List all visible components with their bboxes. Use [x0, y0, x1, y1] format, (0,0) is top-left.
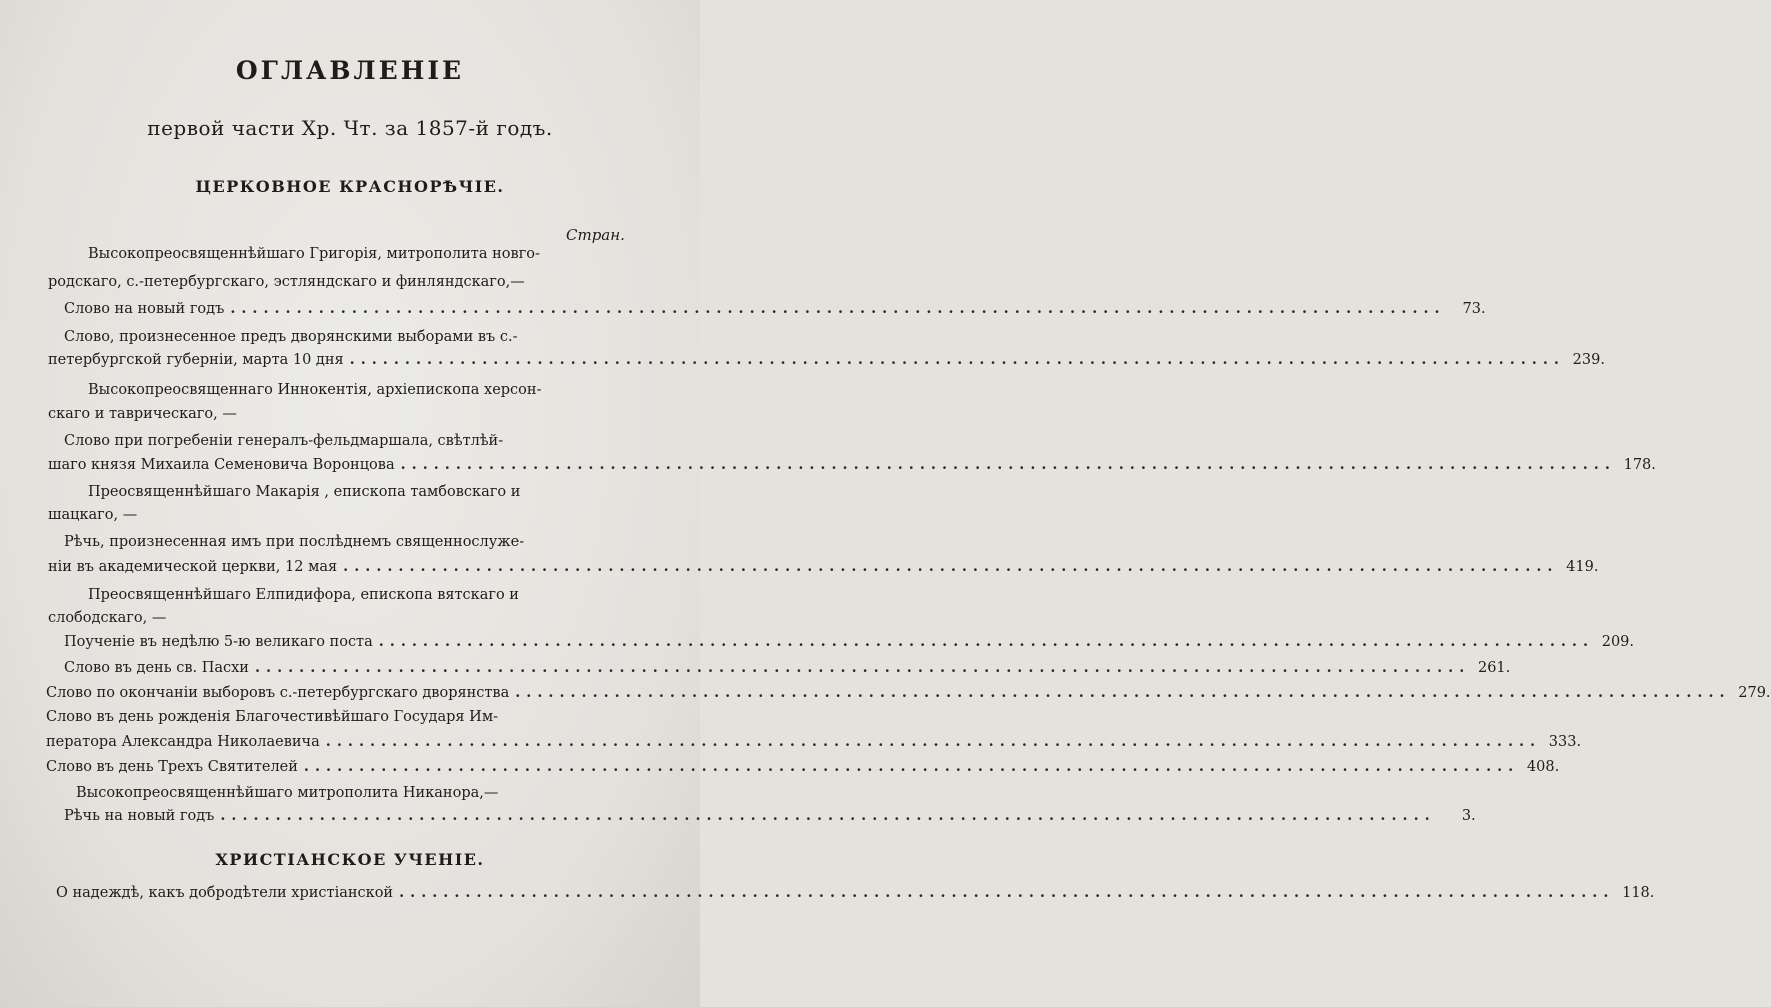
toc-entry-title: О надеждѣ, какъ добродѣтели христіанской: [56, 885, 394, 901]
pages-column-label: Стран.: [566, 226, 625, 244]
toc-line: скаго и таврическаго, —: [48, 406, 237, 422]
toc-entry-title: шаго князя Михаила Семеновича Воронцова: [48, 457, 395, 473]
toc-entry-title: Слово на новый годъ: [64, 301, 225, 317]
leader-dots: ..............................................................................................................: [230, 300, 1446, 317]
toc-entry[interactable]: [64, 298, 1486, 320]
toc-line: слободскаго, —: [48, 610, 167, 626]
leader-dots: ..............................................................................................................: [343, 558, 1559, 575]
toc-entry[interactable]: [46, 682, 1771, 704]
toc-entry[interactable]: [48, 556, 1599, 578]
toc-entry-page: 408.: [1526, 759, 1560, 775]
page-title: ОГЛАВЛЕНІЕ: [235, 56, 465, 85]
toc-entry[interactable]: [48, 349, 1605, 371]
toc-entry[interactable]: [56, 882, 1655, 904]
toc-entry-page: 118.: [1622, 885, 1655, 901]
toc-entry[interactable]: [46, 756, 1560, 778]
leader-dots: ..............................................................................................................: [220, 807, 1436, 824]
toc-entry-page: 419.: [1566, 559, 1599, 575]
leader-dots: ..............................................................................................................: [303, 758, 1520, 775]
toc-entry-page: 261.: [1477, 660, 1511, 676]
toc-entry-page: 209.: [1601, 634, 1635, 650]
toc-entry-page: 3.: [1461, 808, 1476, 824]
toc-line: Слово, произнесенное предъ дворянскими выборами въ с.-: [64, 329, 518, 345]
toc-entry-title: Слово въ день Трехъ Святителей: [46, 759, 298, 775]
leader-dots: ..............................................................................................................: [349, 351, 1565, 368]
toc-line: Преосвященнѣйшаго Макарія , епископа тамбовскаго и: [88, 484, 521, 500]
toc-entry[interactable]: [64, 805, 1476, 827]
toc-line: Высокопреосвященнѣйшаго Григорія, митрополита новго-: [88, 246, 540, 262]
toc-entry-title: ператора Александра Николаевича: [46, 734, 320, 750]
toc-line: Преосвященнѣйшаго Елпидифора, епископа вятскаго и: [88, 587, 519, 603]
toc-entry[interactable]: [64, 657, 1511, 679]
leader-dots: ..............................................................................................................: [515, 684, 1731, 701]
toc-entry-title: Слово по окончаніи выборовъ с.-петербургскаго дворянства: [46, 685, 510, 701]
toc-line: Слово при погребеніи генералъ-фельдмаршала, свѣтлѣй-: [64, 433, 504, 449]
toc-entry[interactable]: [48, 454, 1656, 476]
toc-entry[interactable]: [46, 731, 1582, 753]
toc-line: Высокопреосвященнѣйшаго митрополита Никанора,—: [76, 785, 499, 801]
leader-dots: ..............................................................................................................: [254, 659, 1471, 676]
toc-entry-page: 279.: [1738, 685, 1771, 701]
toc-entry-page: 333.: [1548, 734, 1582, 750]
toc-entry-title: ніи въ академической церкви, 12 мая: [48, 559, 338, 575]
toc-entry-title: Поученіе въ недѣлю 5-ю великаго поста: [64, 634, 373, 650]
toc-entry-page: 239.: [1572, 352, 1605, 368]
toc-line: родскаго, с.-петербургскаго, эстляндскаго и финляндскаго,—: [48, 274, 525, 290]
leader-dots: ..............................................................................................................: [325, 733, 1542, 750]
section-heading-church-eloquence: ЦЕРКОВНОЕ КРАСНОРѢЧІЕ.: [195, 177, 505, 196]
toc-line: Рѣчь, произнесенная имъ при послѣднемъ священнослуже-: [64, 534, 525, 550]
leader-dots: ..............................................................................................................: [400, 456, 1616, 473]
toc-line: Высокопреосвященнаго Иннокентія, архіепископа херсон-: [88, 382, 542, 398]
page-subtitle: первой части Хр. Чт. за 1857-й годъ.: [147, 116, 553, 140]
section-heading-christian-teaching: ХРИСТІАНСКОЕ УЧЕНІЕ.: [215, 850, 485, 869]
toc-entry-page: 178.: [1623, 457, 1656, 473]
leader-dots: ..............................................................................................................: [399, 884, 1615, 901]
toc-entry-title: Слово въ день св. Пасхи: [64, 660, 249, 676]
leader-dots: ..............................................................................................................: [378, 633, 1595, 650]
toc-entry-title: петербургской губерніи, марта 10 дня: [48, 352, 344, 368]
toc-line: Слово въ день рожденія Благочестивѣйшаго Государя Им-: [46, 709, 498, 725]
toc-entry[interactable]: [64, 631, 1635, 653]
toc-line: шацкаго, —: [48, 507, 138, 523]
toc-entry-title: Рѣчь на новый годъ: [64, 808, 215, 824]
toc-entry-page: 73.: [1462, 301, 1486, 317]
